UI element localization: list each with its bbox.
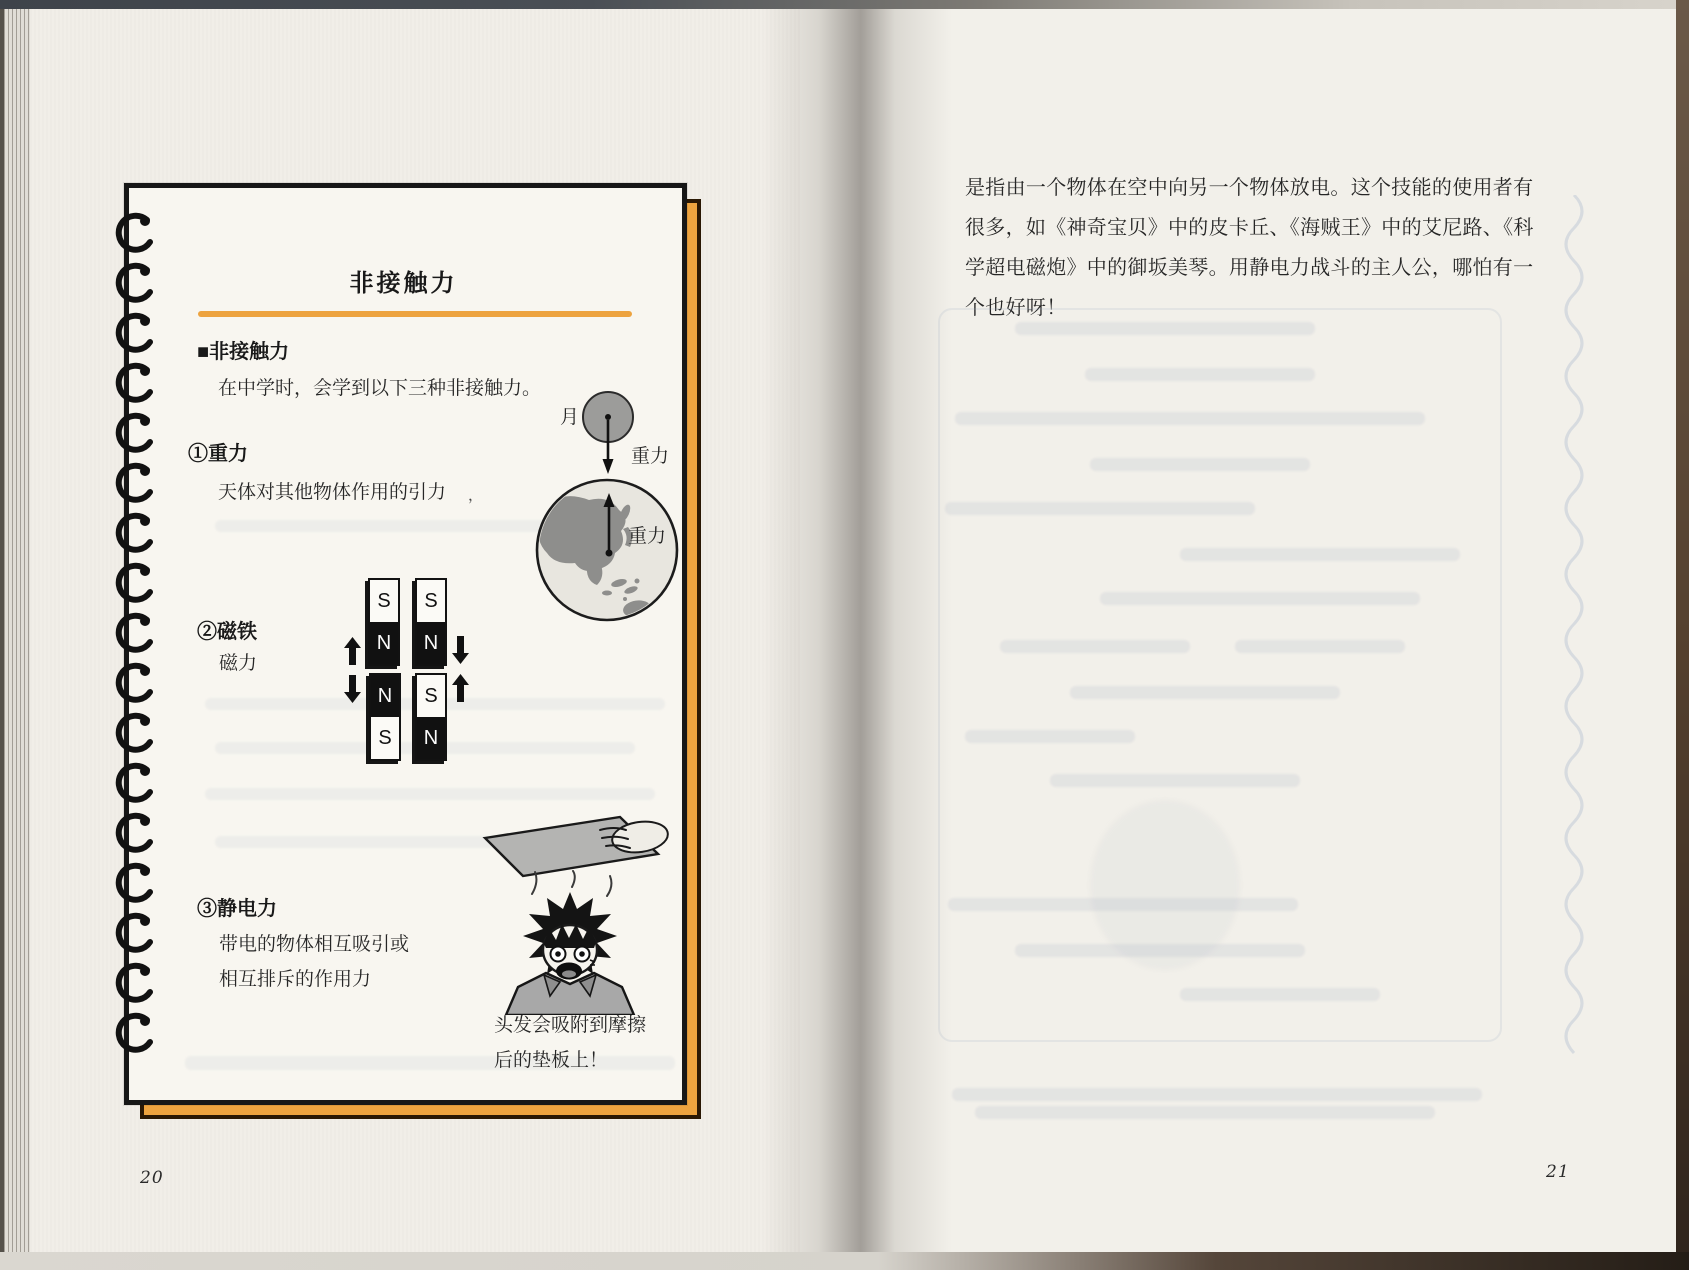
bleed-through-wavy-border [1552,195,1596,1055]
moon-gravity-label: 重力 [631,446,670,467]
book-right-edge [1676,0,1689,1270]
bleed-through-line [205,788,655,800]
coil-icon [108,210,156,256]
magnet-heading: ②磁铁 [197,621,257,643]
static-heading: ③静电力 [197,898,277,920]
overview-heading: ■非接触力 [197,341,290,363]
gutter-shadow [762,0,952,1270]
coil-icon [108,760,156,806]
bleed-through-line [965,730,1135,743]
bleed-through-line [952,1088,1482,1101]
magnet-icon [415,673,447,761]
coil-icon [108,1010,156,1056]
arrow-up-icon [344,637,361,665]
bleed-through-line [1050,774,1300,787]
title-accent-rule [198,311,632,317]
bleed-through-line [215,836,515,848]
coil-icon [108,560,156,606]
page-number-right: 21 [1546,1162,1570,1182]
bleed-through-line [1000,640,1190,653]
magnet-pole-label: S [417,580,445,622]
magnet-pole-label: S [370,580,398,622]
bleed-through-line [1180,988,1380,1001]
coil-icon [108,460,156,506]
coil-icon [108,860,156,906]
gravity-description: 天体对其他物体作用的引力 [218,482,447,503]
card-title: 非接触力 [349,270,458,297]
coil-icon [108,360,156,406]
page-number-left: 20 [140,1168,164,1188]
static-caption-line2: 后的垫板上！ [494,1050,609,1071]
paragraph-line: 个也好呀！ [965,297,1067,319]
bleed-through-line [1180,548,1460,561]
coil-icon [108,810,156,856]
magnet-pole-label: S [417,675,445,717]
bleed-through-line [1015,944,1305,957]
coil-icon [108,410,156,456]
paragraph-line: 很多，如《神奇宝贝》中的皮卡丘、《海贼王》中的艾尼路、《科 [965,217,1534,239]
page-edge-stack [0,6,30,1262]
static-pull-lines [532,871,611,896]
earth-gravity-label: 重力 [628,526,667,547]
bleed-through-line [975,1106,1435,1119]
coil-icon [108,310,156,356]
bleed-through-line [955,412,1425,425]
magnet-icon [415,578,447,666]
arrow-up-icon [452,674,469,702]
bleed-through-line [1085,368,1315,381]
bleed-through-line [1090,458,1310,471]
coil-icon [108,610,156,656]
bleed-through-line [948,898,1298,911]
coil-icon [108,960,156,1006]
magnet-pole-label: S [371,717,399,759]
moon-label: 月 [560,407,580,428]
static-description-line2: 相互排斥的作用力 [219,969,372,990]
static-caption-line1: 头发会吸附到摩擦 [494,1015,647,1036]
book-bottom-edge [0,1252,1689,1270]
stray-ink-mark: ， [468,487,484,504]
coil-icon [108,910,156,956]
magnet-pole-label: N [417,717,445,759]
coil-icon [108,710,156,756]
coil-icon [108,510,156,556]
magnet-pole-label: N [371,675,399,717]
bleed-through-line [1015,322,1315,335]
open-mouth [556,963,582,980]
bleed-through-line [1235,640,1405,653]
arrow-down-icon [452,636,469,664]
arrow-down-icon [344,675,361,703]
bleed-through-line [1100,592,1420,605]
magnet-pole-label: N [370,622,398,664]
magnet-icon [368,578,400,666]
gravity-diagram [525,385,685,630]
coil-icon [108,660,156,706]
magnet-description: 磁力 [219,653,258,674]
paragraph-line: 是指由一个物体在空中向另一个物体放电。这个技能的使用者有 [965,177,1534,199]
overview-text: 在中学时，会学到以下三种非接触力。 [218,378,542,399]
gravity-heading: ①重力 [188,443,248,465]
paragraph-line: 学超电磁炮》中的御坂美琴。用静电力战斗的主人公，哪怕有一 [965,257,1534,279]
magnet-pole-label: N [417,622,445,664]
magnet-icon [369,673,401,761]
boy-with-static-hair-illustration [498,870,643,1015]
earth-icon [537,480,677,620]
static-description-line1: 带电的物体相互吸引或 [219,934,410,955]
book-top-edge [0,0,1689,9]
bleed-through-line [1070,686,1340,699]
bleed-through-line [945,502,1255,515]
